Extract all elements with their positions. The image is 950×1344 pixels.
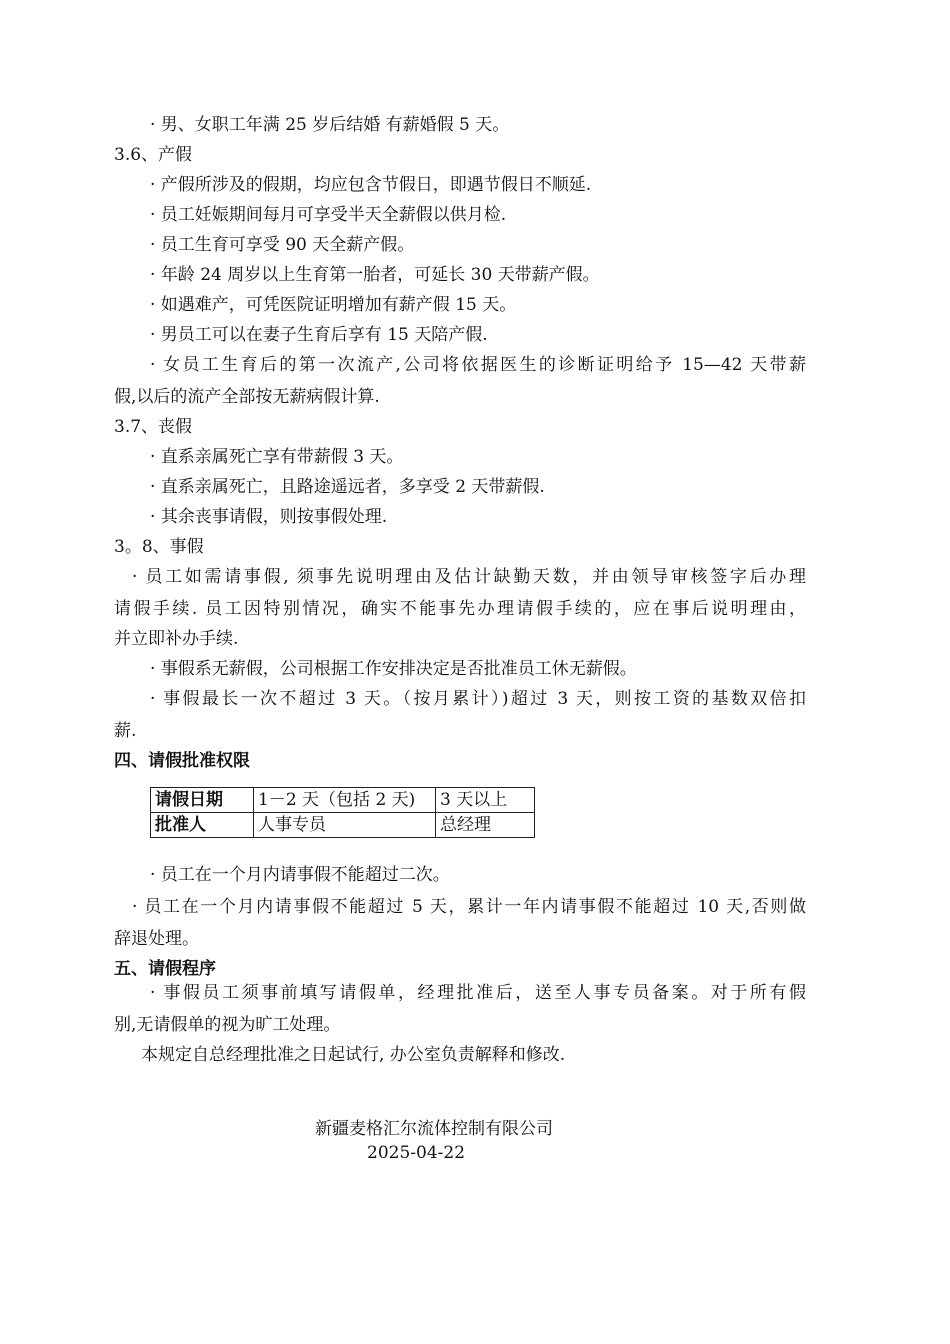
personal-leave-line-6: 薪. [114, 721, 137, 741]
document-date: 2025-04-22 [367, 1143, 466, 1163]
section-3-6-heading: 3.6、产假 [114, 145, 193, 165]
maternity-line-7: · 女员工生育后的第一次流产,公司将依据医生的诊断证明给予 15—42 天带薪 [150, 355, 806, 375]
section-5-heading: 五、请假程序 [114, 959, 216, 979]
personal-leave-line-2: 请假手续. 员工因特别情况，确实不能事先办理请假手续的，应在事后说明理由， [114, 599, 806, 619]
procedure-line-1: · 事假员工须事前填写请假单，经理批准后，送至人事专员备案。对于所有假 [150, 983, 806, 1003]
maternity-line-4: · 年龄 24 周岁以上生育第一胎者，可延长 30 天带薪产假。 [150, 265, 600, 285]
approval-note-2-cont: 辞退处理。 [114, 929, 199, 949]
table-row [151, 788, 535, 813]
maternity-line-3: · 员工生育可享受 90 天全薪产假。 [150, 235, 415, 255]
section-3-7-heading: 3.7、丧假 [114, 417, 193, 437]
company-name: 新疆麦格汇尔流体控制有限公司 [315, 1119, 553, 1139]
approval-note-1: · 员工在一个月内请事假不能超过二次。 [150, 865, 450, 885]
table-cell: 3 天以上 [436, 788, 535, 813]
bereavement-line-3: · 其余丧事请假，则按事假处理. [150, 507, 388, 527]
section-4-heading: 四、请假批准权限 [114, 751, 250, 771]
personal-leave-line-3: 并立即补办手续. [114, 629, 239, 649]
maternity-line-5: · 如遇难产，可凭医院证明增加有薪产假 15 天。 [150, 295, 517, 315]
table-cell: 人事专员 [254, 813, 436, 838]
section-3-8-heading: 3。8、事假 [114, 537, 204, 557]
approval-authority-table [150, 787, 535, 838]
table-cell: 总经理 [436, 813, 535, 838]
maternity-line-6: · 男员工可以在妻子生育后享有 15 天陪产假. [150, 325, 488, 345]
personal-leave-line-1: · 员工如需请事假, 须事先说明理由及估计缺勤天数，并由领导审核签字后办理 [132, 567, 806, 587]
maternity-line-7-cont: 假,以后的流产全部按无薪病假计算. [114, 387, 380, 407]
personal-leave-line-4: · 事假系无薪假，公司根据工作安排决定是否批准员工休无薪假。 [150, 659, 637, 679]
approval-note-2: · 员工在一个月内请事假不能超过 5 天，累计一年内请事假不能超过 10 天,否则做 [132, 897, 806, 917]
table-row [151, 813, 535, 838]
maternity-line-1: · 产假所涉及的假期，均应包含节假日，即遇节假日不顺延. [150, 175, 592, 195]
table-header-cell: 批准人 [151, 813, 254, 838]
bereavement-line-2: · 直系亲属死亡，且路途遥远者，多享受 2 天带薪假. [150, 477, 545, 497]
table-header-cell: 请假日期 [151, 788, 254, 813]
personal-leave-line-5: · 事假最长一次不超过 3 天。（按月累计）)超过 3 天，则按工资的基数双倍扣 [150, 689, 806, 709]
procedure-line-2: 别,无请假单的视为旷工处理。 [114, 1015, 341, 1035]
marriage-leave-line: · 男、女职工年满 25 岁后结婚 有薪婚假 5 天。 [150, 115, 510, 135]
bereavement-line-1: · 直系亲属死亡享有带薪假 3 天。 [150, 447, 404, 467]
effective-statement: 本规定自总经理批准之日起试行, 办公室负责解释和修改. [141, 1045, 566, 1065]
table-cell: 1－2 天（包括 2 天) [254, 788, 436, 813]
maternity-line-2: · 员工妊娠期间每月可享受半天全薪假以供月检. [150, 205, 507, 225]
